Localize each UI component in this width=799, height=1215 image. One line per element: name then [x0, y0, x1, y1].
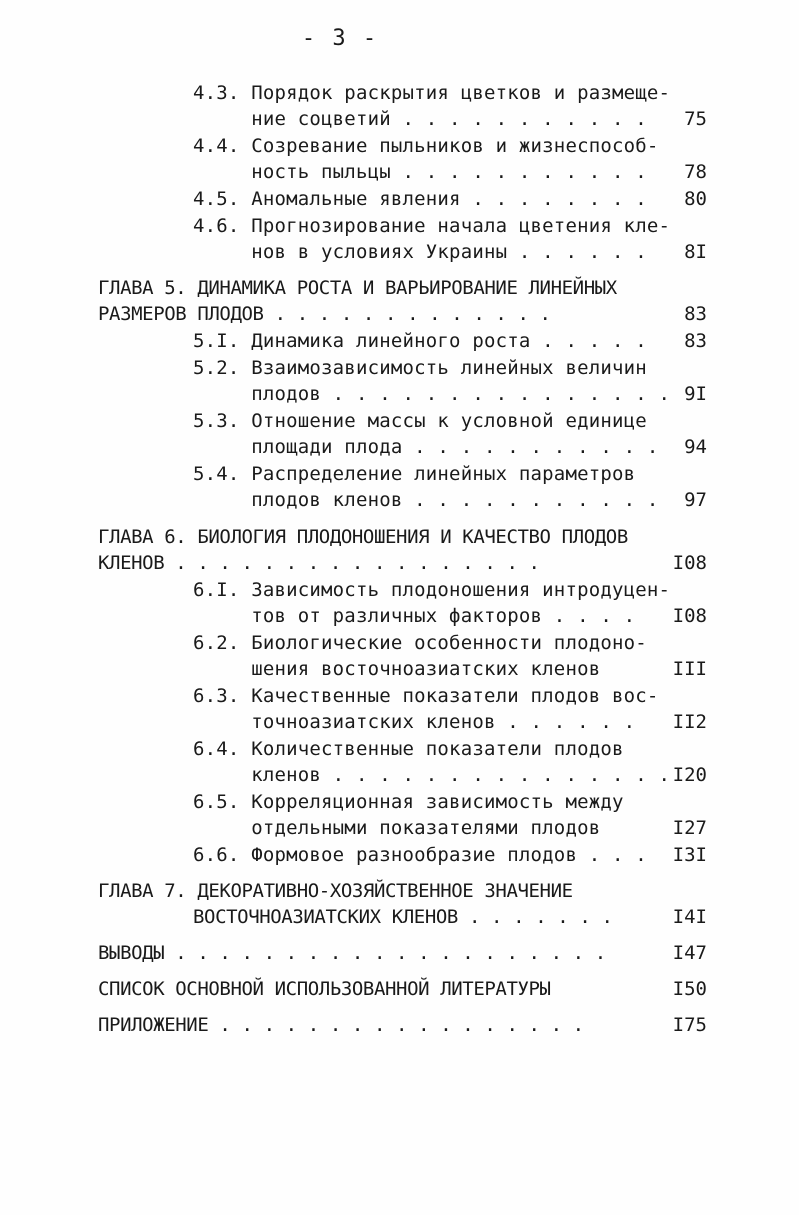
toc-line: площади плода . . . . . . . . . . . — [193, 436, 659, 458]
toc-line: 5.4. Распределение линейных параметров — [193, 463, 636, 485]
toc-chapter-line: РАЗМЕРОВ ПЛОДОВ . . . . . . . . . . . . . — [98, 303, 551, 325]
toc-line: 4.5. Аномальные явления . . . . . . . . — [193, 188, 647, 210]
toc-page: 94 — [684, 436, 707, 458]
toc-line: 6.I. Зависимость плодоношения интродуцен- — [193, 579, 671, 601]
toc-chapter-line: ГЛАВА 5. ДИНАМИКА РОСТА И ВАРЬИРОВАНИЕ ЛИНЕЙНЫХ — [98, 277, 617, 299]
toc-page: 97 — [684, 489, 707, 511]
toc-line: плодов . . . . . . . . . . . . . . . — [193, 383, 671, 405]
toc-page: I20 — [672, 764, 707, 786]
toc-line: тов от различных факторов . . . . — [193, 605, 636, 627]
toc-page: I27 — [672, 817, 707, 839]
toc-line: 6.4. Количественные показатели плодов — [193, 738, 624, 760]
toc-line: 4.3. Порядок раскрытия цветков и размеще- — [193, 82, 671, 104]
toc-page: 9I — [684, 383, 707, 405]
toc-line: 6.6. Формовое разнообразие плодов . . . — [193, 844, 647, 866]
toc-chapter-line: ГЛАВА 6. БИОЛОГИЯ ПЛОДОНОШЕНИЯ И КАЧЕСТВО ПЛОДОВ — [98, 526, 628, 548]
toc-page: 78 — [684, 161, 707, 183]
toc-page: II2 — [672, 711, 707, 733]
page-number: - 3 - — [301, 26, 379, 51]
toc-line: кленов . . . . . . . . . . . . . . . — [193, 764, 671, 786]
toc-page: I08 — [672, 552, 707, 574]
toc-page: I47 — [672, 942, 707, 964]
toc-line: 4.4. Созревание пыльников и жизнеспособ- — [193, 135, 659, 157]
toc-line: шения восточноазиатских кленов — [193, 658, 601, 680]
toc-line: ние соцветий . . . . . . . . . . . — [193, 108, 647, 130]
toc-chapter-line: ВЫВОДЫ . . . . . . . . . . . . . . . . . . . . — [98, 942, 606, 964]
toc-page: 75 — [684, 108, 707, 130]
toc-line: 6.3. Качественные показатели плодов вос- — [193, 685, 659, 707]
toc-line: 6.2. Биологические особенности плодоно- — [193, 632, 647, 654]
toc-line: 4.6. Прогнозирование начала цветения кле- — [193, 215, 671, 237]
toc-line: отдельными показателями плодов — [193, 817, 601, 839]
toc-page: 80 — [684, 188, 707, 210]
toc-line: 5.I. Динамика линейного роста . . . . . — [193, 330, 647, 352]
toc-page: I50 — [672, 978, 707, 1000]
toc-page: 83 — [684, 330, 707, 352]
toc-chapter-line: ПРИЛОЖЕНИЕ . . . . . . . . . . . . . . . . . — [98, 1014, 584, 1036]
toc-chapter-line: КЛЕНОВ . . . . . . . . . . . . . . . . . — [98, 552, 540, 574]
toc-page: I3I — [672, 844, 707, 866]
toc-page: III — [672, 658, 707, 680]
toc-page: 8I — [684, 241, 707, 263]
toc-line: ность пыльцы . . . . . . . . . . . — [193, 161, 647, 183]
toc-page: I4I — [672, 906, 707, 928]
toc-chapter-line: ГЛАВА 7. ДЕКОРАТИВНО-ХОЗЯЙСТВЕННОЕ ЗНАЧЕНИЕ — [98, 880, 573, 902]
toc-page: I75 — [672, 1014, 707, 1036]
toc-line: точноазиатских кленов . . . . . . — [193, 711, 636, 733]
toc-line: нов в условиях Украины . . . . . . — [193, 241, 647, 263]
toc-chapter-line: СПИСОК ОСНОВНОЙ ИСПОЛЬЗОВАННОЙ ЛИТЕРАТУРЫ — [98, 978, 551, 1000]
toc-line: 6.5. Корреляционная зависимость между — [193, 791, 624, 813]
toc-line: 5.2. Взаимозависимость линейных величин — [193, 357, 647, 379]
toc-chapter-line: ВОСТОЧНОАЗИАТСКИХ КЛЕНОВ . . . . . . . — [193, 906, 613, 928]
toc-line: плодов кленов . . . . . . . . . . . — [193, 489, 659, 511]
toc-page: I08 — [672, 605, 707, 627]
toc-line: 5.3. Отношение массы к условной единице — [193, 410, 647, 432]
toc-page: 83 — [684, 303, 707, 325]
